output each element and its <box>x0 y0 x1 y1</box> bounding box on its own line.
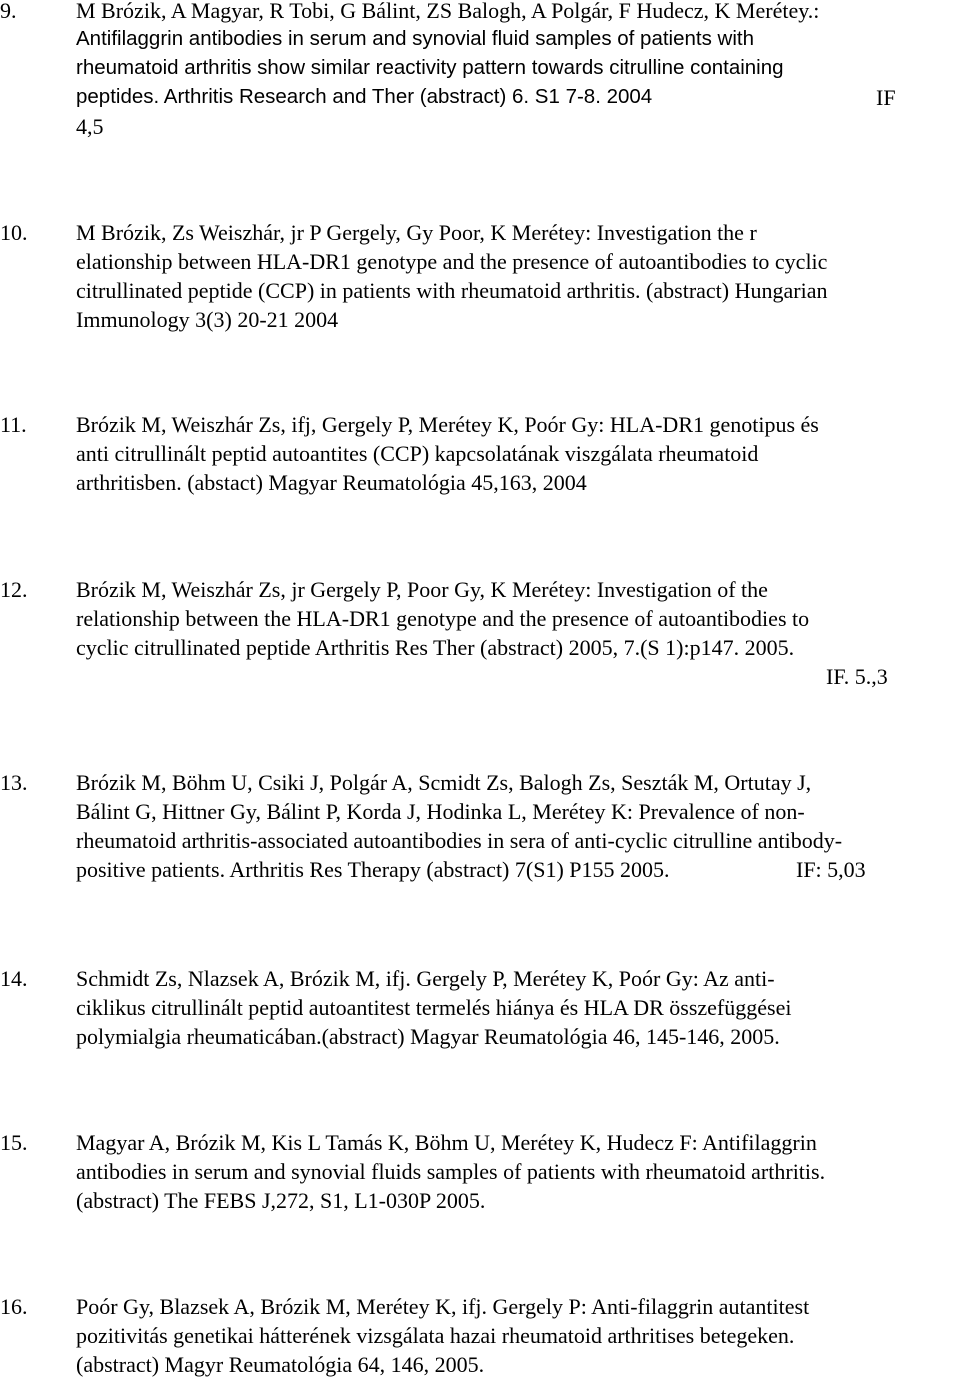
entry-line: Magyar A, Brózik M, Kis L Tamás K, Böhm U, Merétey K, Hudecz F: Antifilaggrin <box>76 1130 817 1155</box>
entry-line: Antifilaggrin antibodies in serum and synovial fluid samples of patients with <box>76 27 755 50</box>
entry-number: 13. <box>0 770 28 795</box>
impact-factor-label: IF <box>876 85 896 110</box>
entry-line: positive patients. Arthritis Res Therapy (abstract) 7(S1) P155 2005. <box>76 857 670 882</box>
entry-line: M Brózik, A Magyar, R Tobi, G Bálint, ZS Balogh, A Polgár, F Hudecz, K Merétey.: <box>76 0 820 23</box>
entry-line: (abstract) Magyr Reumatológia 64, 146, 2005. <box>76 1352 485 1377</box>
entry-line: pozitivitás genetikai hátterének vizsgálata hazai rheumatoid arthritises betegeken. <box>76 1323 795 1348</box>
entry-line: anti citrullinált peptid autoantites (CCP) kapcsolatának viszgálata rheumatoid <box>76 441 759 466</box>
entry-line: relationship between the HLA-DR1 genotype and the presence of autoantibodies to <box>76 606 810 631</box>
entry-line: polymialgia rheumaticában.(abstract) Magyar Reumatológia 46, 145-146, 2005. <box>76 1024 780 1049</box>
entry-number: 15. <box>0 1130 28 1155</box>
entry-line: arthritisben. (abstact) Magyar Reumatológia 45,163, 2004 <box>76 470 587 495</box>
entry-line: peptides. Arthritis Research and Ther (abstract) 6. S1 7-8. 2004 <box>76 85 653 108</box>
entry-number: 12. <box>0 577 28 602</box>
entry-line: Bálint G, Hittner Gy, Bálint P, Korda J, Hodinka L, Merétey K: Prevalence of non- <box>76 799 805 824</box>
entry-line: rheumatoid arthritis show similar reactivity pattern towards citrulline containing <box>76 56 784 79</box>
entry-line: Brózik M, Weiszhár Zs, jr Gergely P, Poor Gy, K Merétey: Investigation of the <box>76 577 768 602</box>
entry-line: M Brózik, Zs Weiszhár, jr P Gergely, Gy Poor, K Merétey: Investigation the r <box>76 220 757 245</box>
entry-line: antibodies in serum and synovial fluids samples of patients with rheumatoid arthritis. <box>76 1159 826 1184</box>
entry-line: 4,5 <box>76 114 104 139</box>
entry-line: citrullinated peptide (CCP) in patients with rheumatoid arthritis. (abstract) Hungarian <box>76 278 828 303</box>
entry-line: Poór Gy, Blazsek A, Brózik M, Merétey K, ifj. Gergely P: Anti-filaggrin autantitest <box>76 1294 810 1319</box>
entry-number: 11. <box>0 412 27 437</box>
entry-line: (abstract) The FEBS J,272, S1, L1-030P 2005. <box>76 1188 486 1213</box>
entry-line: Schmidt Zs, Nlazsek A, Brózik M, ifj. Gergely P, Merétey K, Poór Gy: Az anti- <box>76 966 775 991</box>
entry-line: elationship between HLA-DR1 genotype and the presence of autoantibodies to cyclic <box>76 249 828 274</box>
impact-factor-label: IF: 5,03 <box>796 857 866 882</box>
entry-number: 9. <box>0 0 17 23</box>
entry-line: Immunology 3(3) 20-21 2004 <box>76 307 339 332</box>
impact-factor-label: IF. 5.,3 <box>826 664 888 689</box>
entry-line: rheumatoid arthritis-associated autoantibodies in sera of anti-cyclic citrulline antibody- <box>76 828 843 853</box>
entry-number: 16. <box>0 1294 28 1319</box>
entry-number: 10. <box>0 220 28 245</box>
entry-line: Brózik M, Weiszhár Zs, ifj, Gergely P, Merétey K, Poór Gy: HLA-DR1 genotipus és <box>76 412 819 437</box>
entry-number: 14. <box>0 966 28 991</box>
entry-line: Brózik M, Böhm U, Csiki J, Polgár A, Scmidt Zs, Balogh Zs, Seszták M, Ortutay J, <box>76 770 812 795</box>
entry-line: ciklikus citrullinált peptid autoantitest termelés hiánya és HLA DR összefüggései <box>76 995 792 1020</box>
entry-line: cyclic citrullinated peptide Arthritis Res Ther (abstract) 2005, 7.(S 1):p147. 2005. <box>76 635 795 660</box>
